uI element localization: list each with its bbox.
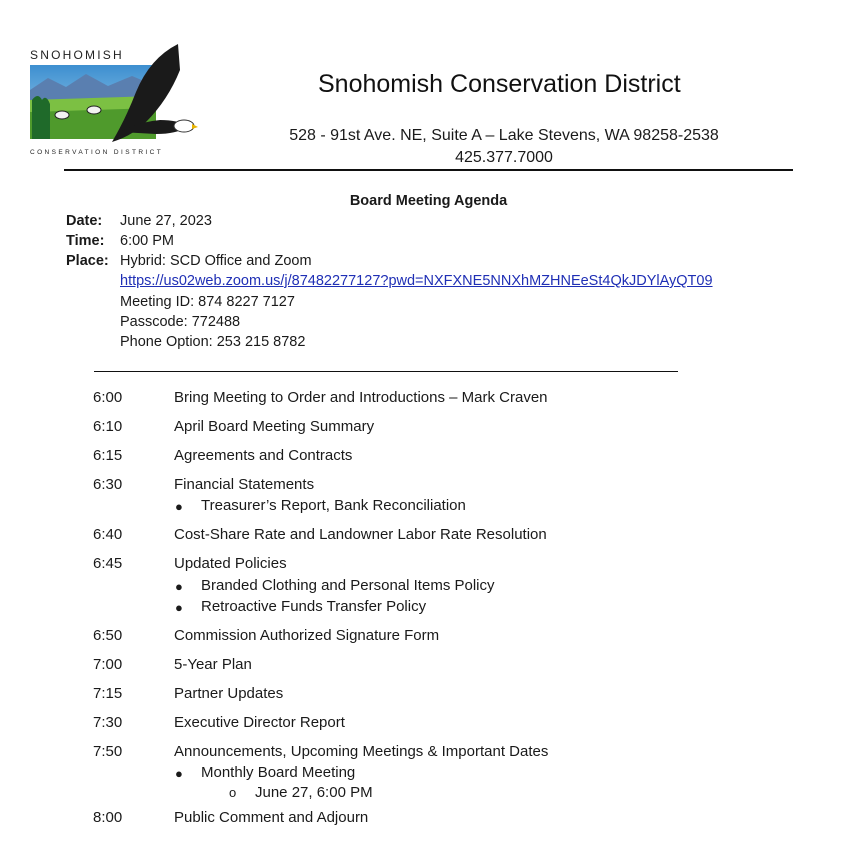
agenda-time: 6:40	[93, 526, 123, 543]
agenda-item: April Board Meeting Summary	[174, 418, 375, 435]
eagle-head-icon	[174, 120, 194, 132]
header-divider	[64, 169, 793, 171]
organization-address: 528 - 91st Ave. NE, Suite A – Lake Stevens, WA 98258-2538	[289, 127, 719, 144]
place-label: Place:	[66, 253, 109, 269]
bullet-icon: ●	[175, 579, 183, 594]
bullet-icon: ●	[175, 499, 183, 514]
agenda-item: Commission Authorized Signature Form	[174, 627, 440, 644]
agenda-time: 6:00	[93, 389, 123, 406]
cow-icon	[55, 111, 69, 119]
agenda-time: 6:50	[93, 627, 123, 644]
agenda-title: Board Meeting Agenda	[349, 193, 508, 209]
agenda-item: Public Comment and Adjourn	[174, 809, 369, 826]
agenda-time: 8:00	[93, 809, 123, 826]
agenda-time: 6:30	[93, 476, 123, 493]
agenda-subitem: Monthly Board Meeting	[201, 764, 356, 781]
organization-phone: 425.377.7000	[455, 149, 553, 166]
passcode: Passcode: 772488	[120, 314, 241, 330]
agenda-subsubitem: June 27, 6:00 PM	[255, 784, 373, 801]
time-value: 6:00 PM	[120, 233, 174, 249]
logo-top-text: SNOHOMISH	[30, 48, 124, 62]
bullet-icon: ●	[175, 766, 183, 781]
phone-option: Phone Option: 253 215 8782	[120, 334, 306, 350]
agenda-item: Agreements and Contracts	[174, 447, 353, 464]
district-logo	[28, 40, 198, 162]
agenda-subitem: Treasurer’s Report, Bank Reconciliation	[201, 497, 466, 514]
agenda-time: 7:15	[93, 685, 123, 702]
agenda-item: Updated Policies	[174, 555, 287, 572]
agenda-item: 5-Year Plan	[174, 656, 252, 673]
bullet-icon: ●	[175, 600, 183, 615]
agenda-item: Executive Director Report	[174, 714, 345, 731]
agenda-item: Financial Statements	[174, 476, 315, 493]
agenda-time: 7:00	[93, 656, 123, 673]
agenda-item: Cost-Share Rate and Landowner Labor Rate Resolution	[174, 526, 547, 543]
logo-bottom-text: CONSERVATION DISTRICT	[30, 149, 164, 156]
agenda-time: 7:50	[93, 743, 123, 760]
trees	[32, 96, 50, 139]
agenda-time: 6:10	[93, 418, 123, 435]
eagle-beak-icon	[192, 124, 198, 129]
date-label: Date:	[66, 213, 103, 229]
agenda-item: Bring Meeting to Order and Introductions – Mark Craven	[174, 389, 548, 406]
circle-bullet-icon: o	[229, 785, 237, 800]
agenda-time: 6:15	[93, 447, 123, 464]
date-value: June 27, 2023	[120, 213, 212, 229]
agenda-item: Partner Updates	[174, 685, 284, 702]
agenda-time: 6:45	[93, 555, 123, 572]
time-label: Time:	[66, 233, 105, 249]
organization-name: Snohomish Conservation District	[318, 70, 681, 98]
agenda-item: Announcements, Upcoming Meetings & Important Dates	[174, 743, 549, 760]
zoom-link[interactable]: https://us02web.zoom.us/j/87482277127?pwd=NXFXNE5NNXhMZHNEeSt4QkJDYlAyQT09	[120, 273, 713, 289]
agenda-time: 7:30	[93, 714, 123, 731]
agenda-subitem: Retroactive Funds Transfer Policy	[201, 598, 427, 615]
place-value: Hybrid: SCD Office and Zoom	[120, 253, 312, 269]
agenda-subitem: Branded Clothing and Personal Items Policy	[201, 577, 495, 594]
meeting-id: Meeting ID: 874 8227 7127	[120, 294, 295, 310]
cow-icon	[87, 106, 101, 114]
details-divider	[94, 371, 678, 372]
